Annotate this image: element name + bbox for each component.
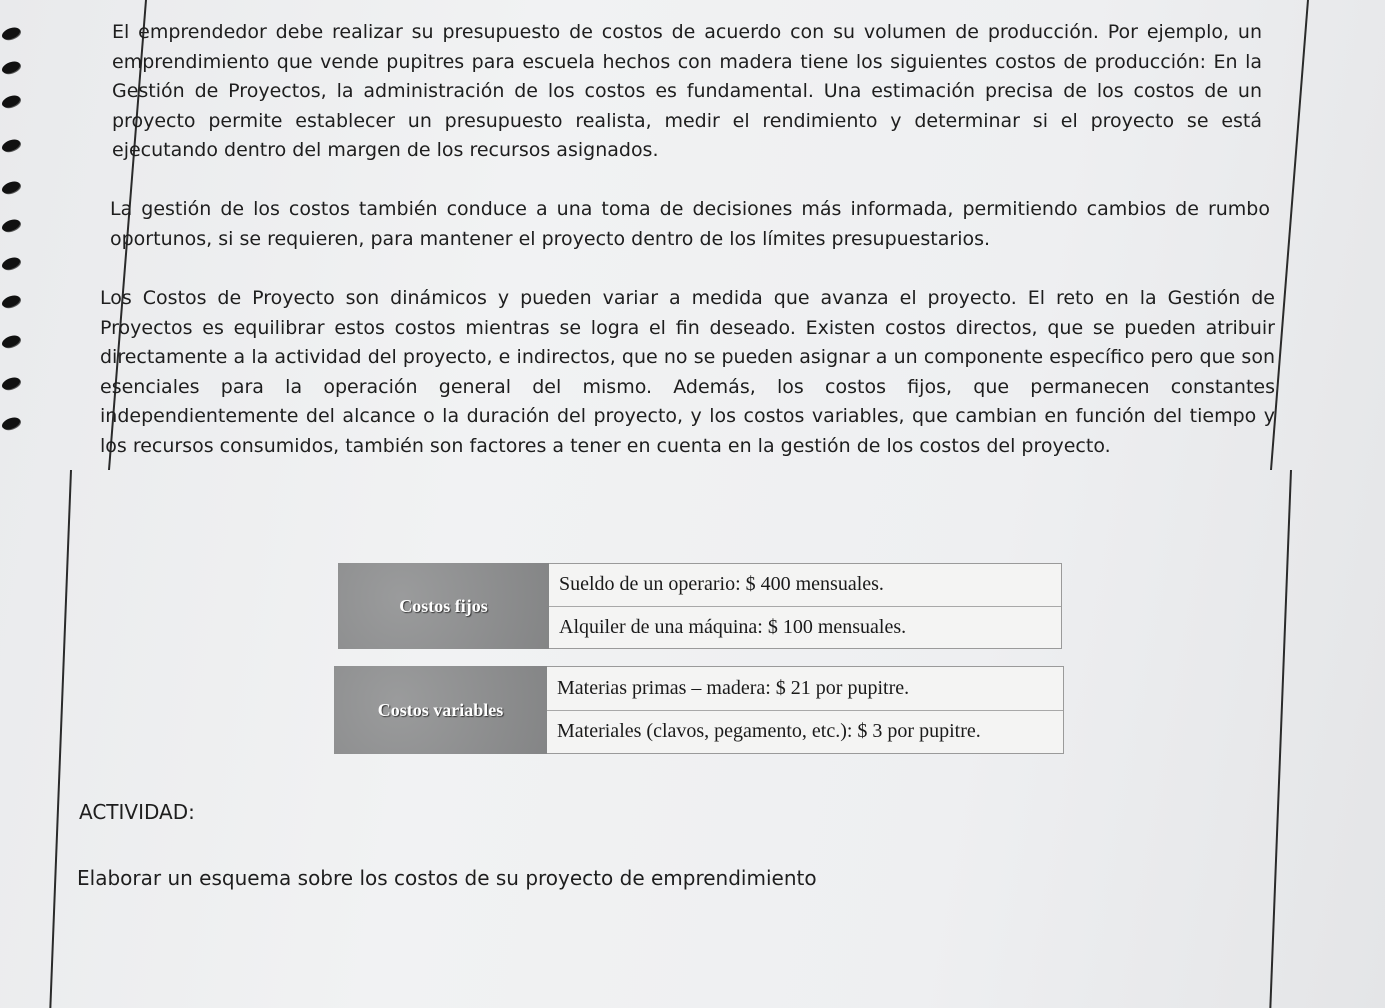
paragraph-project-costs: Los Costos de Proyecto son dinámicos y pueden variar a medida que avanza el proyecto. El reto en la Gestión de Proyectos es equilibrar estos costos mientras se logra el fin deseado. Existen costos directos, que se pueden atribuir directamente a la actividad del proyecto, e indirectos, que no se pueden asignar a un componente específico pero que son esenciales para la operación general del mismo. Además, los costos fijos, que permanecen constantes independientemente del alcance o la duración del proyecto, y los costos variables, que cambian en función del tiempo y los recursos consumidos, también son factores a tener en cuenta en la gestión de los costos del proyecto. [100, 287, 1275, 457]
binding-hole [2, 334, 20, 349]
binding-hole [2, 218, 20, 233]
binding-hole [2, 138, 20, 153]
binding-hole [2, 180, 20, 195]
activity-instruction: Elaborar un esquema sobre los costos de su proyecto de emprendimiento [77, 866, 817, 890]
binding-hole [2, 256, 20, 271]
fixed-cost-item: Sueldo de un operario: $ 400 mensuales. [559, 573, 884, 596]
paragraph-decisions: La gestión de los costos también conduce a una toma de decisiones más informada, permitiendo cambios de rumbo oportunos, si se requieren, para mantener el proyecto dentro de los límites presupuestarios. [110, 198, 1270, 250]
variable-cost-item: Materias primas – madera: $ 21 por pupitre. [557, 676, 910, 699]
activity-heading: ACTIVIDAD: [79, 800, 195, 824]
binding-hole [2, 60, 20, 75]
binding-hole [2, 26, 20, 41]
fixed-costs-table [338, 563, 1062, 649]
fixed-costs-items [549, 563, 1062, 649]
binding-hole [2, 94, 20, 109]
variable-cost-item: Materiales (clavos, pegamento, etc.): $ 3 por pupitre. [547, 710, 1063, 754]
binding-hole [2, 416, 20, 431]
fixed-cost-item: Alquiler de una máquina: $ 100 mensuales. [549, 606, 1061, 649]
fixed-costs-label: Costos fijos [338, 563, 549, 649]
variable-costs-table [334, 666, 1064, 754]
binding-hole [2, 294, 20, 309]
variable-costs-label: Costos variables [334, 666, 547, 754]
binding-hole [2, 376, 20, 391]
paragraph-intro: El emprendedor debe realizar su presupuesto de costos de acuerdo con su volumen de producción. Por ejemplo, un emprendimiento que vende pupitres para escuela hechos con madera tiene los siguientes costos de producción: En la Gestión de Proyectos, la administración de los costos es fundamental. Una estimación precisa de los costos de un proyecto permite establecer un presupuesto realista, medir el rendimiento y determinar si el proyecto se está ejecutando dentro del margen de los recursos asignados. [112, 21, 1262, 161]
variable-costs-items [547, 666, 1064, 754]
spiral-binding [0, 0, 30, 460]
